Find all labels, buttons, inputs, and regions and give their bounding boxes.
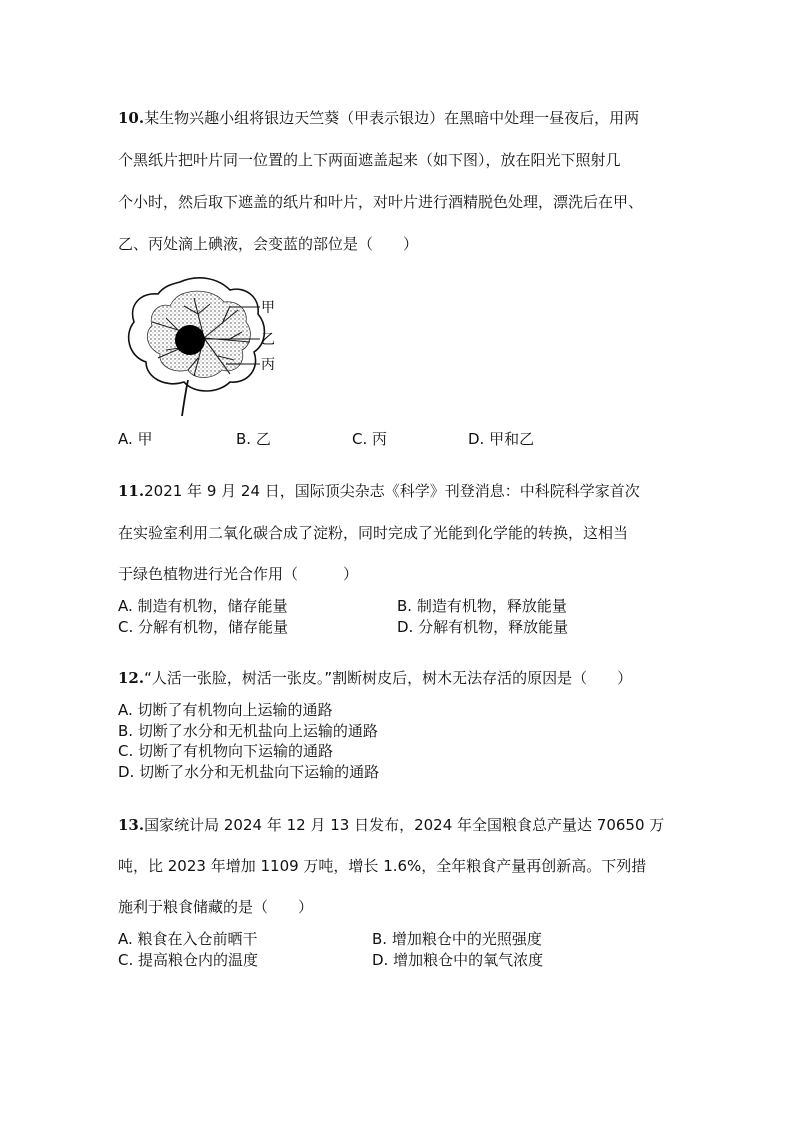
q11-line-3: 于绿色植物进行光合作用（ ） (118, 565, 359, 583)
q10-option-c: C. 丙 (352, 430, 388, 448)
q13-number: 13. (118, 816, 145, 834)
q13-option-d: D. 增加粮仓中的氧气浓度 (372, 951, 544, 969)
black-paper-circle (175, 325, 205, 355)
q13-option-b: B. 增加粮仓中的光照强度 (372, 930, 542, 948)
q10-line-4: 乙、丙处滴上碘液，会变蓝的部位是（ ） (118, 235, 419, 253)
q10-number: 10. (118, 109, 145, 127)
figure-label-bing: 丙 (261, 357, 275, 373)
q10-line-3: 个小时，然后取下遮盖的纸片和叶片，对叶片进行酒精脱色处理，漂洗后在甲、 (118, 193, 644, 211)
q11-option-d: D. 分解有机物，释放能量 (397, 618, 569, 636)
q11-option-b: B. 制造有机物，释放能量 (397, 597, 567, 615)
q12-option-a: A. 切断了有机物向上运输的通路 (118, 701, 333, 719)
q13-line-1: 13.国家统计局 2024 年 12 月 13 日发布，2024 年全国粮食总产量达 70650 万 (118, 816, 665, 834)
q10-option-d: D. 甲和乙 (468, 430, 535, 448)
q13-option-a: A. 粮食在入仓前晒干 (118, 930, 258, 948)
figure-label-jia: 甲 (261, 300, 275, 316)
q10-option-b: B. 乙 (236, 430, 271, 448)
figure-label-yi: 乙 (261, 332, 275, 348)
q10-line-2: 个黑纸片把叶片同一位置的上下两面遮盖起来（如下图），放在阳光下照射几 (118, 151, 621, 169)
geranium-leaf-illustration (118, 270, 288, 420)
q11-option-a: A. 制造有机物，储存能量 (118, 597, 288, 615)
q12-line-1: 12.“人活一张脸，树活一张皮。”割断树皮后，树木无法存活的原因是（ ） (118, 669, 633, 687)
q13-option-c: C. 提高粮仓内的温度 (118, 951, 259, 969)
q10-option-a: A. 甲 (118, 430, 153, 448)
q10-line-1: 10.某生物兴趣小组将银边天竺葵（甲表示银边）在黑暗中处理一昼夜后，用两 (118, 109, 640, 127)
q13-line-2: 吨，比 2023 年增加 1109 万吨，增长 1.6%，全年粮食产量再创新高。下列措 (118, 857, 647, 875)
q11-option-c: C. 分解有机物，储存能量 (118, 618, 289, 636)
q12-option-c: C. 切断了有机物向下运输的通路 (118, 742, 334, 760)
leaf-figure (118, 270, 288, 420)
q11-line-1: 11.2021 年 9 月 24 日，国际顶尖杂志《科学》刊登消息：中科院科学家首次 (118, 482, 640, 500)
q11-line-2: 在实验室利用二氧化碳合成了淀粉，同时完成了光能到化学能的转换，这相当 (118, 524, 629, 542)
q12-option-b: B. 切断了水分和无机盐向上运输的通路 (118, 722, 378, 740)
q12-number: 12. (118, 669, 145, 687)
q11-number: 11. (118, 482, 145, 500)
q12-option-d: D. 切断了水分和无机盐向下运输的通路 (118, 763, 380, 781)
q13-line-3: 施利于粮食储藏的是（ ） (118, 898, 314, 916)
